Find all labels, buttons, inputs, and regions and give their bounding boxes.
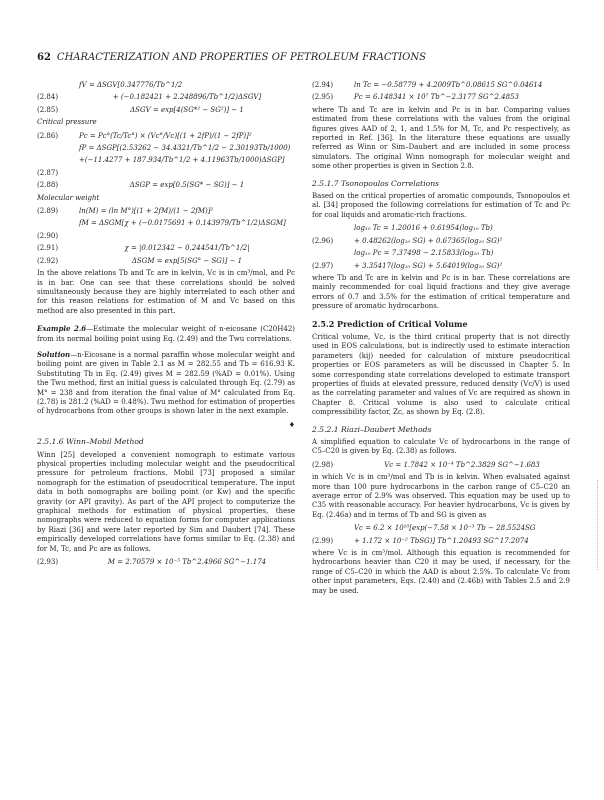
section-heading-2-5-2: 2.5.2 Prediction of Critical Volume	[312, 318, 468, 329]
section-heading-2-5-2-1: 2.5.2.1 Riazi–Daubert Methods	[312, 424, 432, 434]
paragraph-tsonopoulos: Based on the critical properties of aromatic compounds, Tsonopoulos et al. [34] proposed the following correlations for estimation of Tc and Pc for coal liquids and aromatic-rich fractions.	[312, 192, 570, 219]
equation-fp-line1	[37, 144, 295, 153]
equation-2-95	[312, 93, 570, 102]
paragraph-critical-volume: Critical volume, Vc, is the third critical property that is not directly used in EOS calculations, but is indirectly used to estimate interaction parameters (kij) needed for calculation of mixture pseudocritical properties or EOS parameters as will be discussed in Chapter 5. In some corresponding state correlations developed to estimate transport properties of fluids at elevated pressure, reduced density (Vc/V) is used as the correlating parameter and values of Vc are required as shown in Chapter 8. Critical volume is also used to calculate critical compressibility factor, Zc, as shown by Eq. (2.8).	[312, 332, 570, 417]
equation-body: log₁₀ Tc = 1.20016 + 0.61954(log₁₀ Tb)	[354, 224, 493, 233]
equation-number: (2.96)	[312, 236, 334, 245]
equation-number: (2.91)	[37, 244, 59, 253]
section-heading-2-5-1-7: 2.5.1.7 Tsonopoulos Correlations	[312, 178, 439, 188]
equation-2-99-line2	[312, 537, 570, 546]
equation-2-91	[37, 244, 295, 253]
paragraph-eq-2-98: in which Vc is in cm³/mol and Tb is in kelvin. When evaluated against more than 100 pure hydrocarbons in the carbon range of C5–C20 an average error of 2.9% was observed. This equation may be used up to C35 with reasonable accuracy. For heavier hydrocarbons, Vc is given by Eq. (2.46a) and in terms of Tb and SG is given as	[312, 473, 570, 519]
paragraph-winn-end: where Tb and Tc are in kelvin and Pc is in bar. Comparing values estimated from these correlations with the values from the original figures gives AAD of 2, 1, and 1.5% for M, Tc, and Pc respectively, as reported in Ref. [36]. In the literature these equations are usually referred as Winn or Sim–Daubert and are included in some process simulators. The original Winn nomograph for molecular weight and some other properties is given in Section 2.8.	[312, 105, 570, 171]
equation-fv	[37, 81, 295, 90]
equation-2-87-number	[37, 169, 295, 178]
equation-number: (2.84)	[37, 93, 59, 102]
equation-2-94	[312, 81, 570, 90]
equation-2-86	[37, 132, 295, 141]
equation-body: fV = ΔSGV[0.347776/Tb^1/2	[79, 81, 183, 89]
equation-body: fP = ΔSGP[(2.53262 − 34.4321/Tb^1/2 − 2.30193Tb/1000)	[79, 144, 291, 153]
paragraph-riazi-daubert: A simplified equation to calculate Vc of hydrocarbons in the range of C5–C20 is given by Eq. (2.38) as follows.	[312, 438, 570, 456]
equation-body: Vc = 6.2 × 10¹⁰[exp(−7.58 × 10⁻³ Tb − 28.5524SG	[354, 524, 536, 533]
equation-2-89	[37, 207, 295, 216]
equation-body: χ = |0.012342 − 0.244541/Tb^1/2|	[124, 244, 250, 253]
example-label: Example 2.6	[37, 324, 87, 334]
page-number: 62	[37, 52, 51, 63]
equation-body: ln Tc = −0.58779 + 4.2009Tb^0.08615 SG^0.04614	[354, 81, 543, 89]
equation-2-84	[37, 93, 295, 102]
equation-body: + (−0.182421 + 2.248896/Tb^1/2)ΔSGV]	[112, 93, 262, 102]
equation-2-96-line1	[312, 224, 570, 233]
equation-body: ln(M) = (ln M°)[(1 + 2fM)/(1 − 2fM)]²	[79, 207, 214, 216]
running-header	[37, 52, 426, 63]
equation-2-88	[37, 181, 295, 190]
equation-number: (2.85)	[37, 105, 59, 114]
solution-label: Solution	[37, 349, 71, 359]
equation-fp-line2	[37, 156, 295, 165]
equation-2-99-line1	[312, 524, 570, 533]
equation-number: (2.90)	[37, 231, 59, 240]
equation-body: Pc = 6.148341 × 10⁷ Tb^−2.3177 SG^2.4853	[354, 93, 519, 102]
solution-text: —n-Eicosane is a normal paraffin whose molecular weight and boiling point are given in Table 2.1 as M = 282.55 and Tb = 616.93 K. Substituting Tb in Eq. (2.49) gives M = 282.59 (%AD = 0.01%). Using the Twu method, first an initial guess is calculated through Eq. (2.79) as M° = 238 and from iteration the final value of M° calculated from Eq. (2.78) is 281.2 (%AD = 0.48%). Twu method for estimation of properties of hydrocarbons from other groups is shown later in the next example.	[37, 350, 295, 416]
equation-number: (2.98)	[312, 460, 334, 469]
example-text: —Estimate the molecular weight of n-eicosane (C20H42) from its normal boiling point using Eq. (2.49) and the Twu correlations.	[37, 325, 295, 343]
equation-number: (2.99)	[312, 536, 334, 545]
section-heading-2-5-1-6: 2.5.1.6 Winn–Mobil Method	[37, 437, 144, 447]
equation-number: (2.95)	[312, 93, 334, 102]
equation-fm	[37, 219, 295, 228]
right-column	[312, 78, 570, 600]
equation-number: (2.94)	[312, 81, 334, 89]
paragraph-eq-2-99: where Vc is in cm³/mol. Although this equation is recommended for hydrocarbons heavier than C20 it may be used, if necessary, for the range of C5–C20 in which the AAD is about 2.5%. To calculate Vc from other input parameters, Eqs. (2.40) and (2.46b) with Tables 2.5 and 2.9 may be used.	[312, 549, 570, 595]
equation-body: Pc = Pc°(Tc/Tc°) × (Vc°/Vc)[(1 + 2fP)/(1 − 2fP)]²	[79, 131, 252, 140]
margin-dotted-line	[595, 480, 598, 570]
equation-body: ΔSGP = exp[0.5(SG* − SG)] − 1	[129, 181, 245, 190]
equation-body: ΔSGM = exp[5(SG° − SG)] − 1	[131, 256, 243, 265]
equation-body: + 3.35417(log₁₀ SG) + 5.64019(log₁₀ SG)²	[354, 261, 503, 270]
equation-body: fM = ΔSGM[χ + (−0.0175691 + 0.143979/Tb^1/2)ΔSGM]	[79, 219, 286, 228]
solution-2-6	[37, 350, 295, 417]
equation-2-90-number	[37, 232, 295, 241]
equation-number: (2.88)	[37, 181, 59, 190]
equation-number: (2.92)	[37, 256, 59, 265]
end-of-example-mark: ♦	[288, 420, 295, 429]
equation-body: Vc = 1.7842 × 10⁻⁴ Tb^2.3829 SG^−1.683	[384, 460, 540, 469]
equation-body: +(−11.4277 + 187.934/Tb^1/2 + 4.11963Tb/1000)ΔSGP]	[79, 156, 285, 165]
equation-number: (2.86)	[37, 131, 59, 140]
equation-2-92	[37, 257, 295, 266]
left-column	[37, 78, 295, 570]
equation-number: (2.87)	[37, 168, 59, 177]
equation-body: log₁₀ Pc = 7.37498 − 2.15833(log₁₀ Tb)	[354, 249, 494, 258]
equation-number: (2.93)	[37, 558, 59, 567]
equation-2-93	[37, 558, 295, 567]
label-molecular-weight: Molecular weight	[37, 193, 100, 202]
equation-2-97-line2	[312, 262, 570, 271]
equation-body: ΔSGV = exp[4(SG*² − SG²)] − 1	[130, 105, 244, 114]
equation-2-85	[37, 106, 295, 115]
equation-2-96-line2	[312, 237, 570, 246]
example-2-6	[37, 324, 295, 344]
paragraph-units: In the above relations Tb and Tc are in kelvin, Vc is in cm³/mol, and Pc is in bar. One can see that these correlations should be solved simultaneously because they are highly interrelated to each other and for this reason relations for estimation of M and Vc based on this method are also presented in this part.	[37, 269, 295, 315]
equation-number: (2.97)	[312, 261, 334, 270]
running-title: CHARACTERIZATION AND PROPERTIES OF PETROLEUM FRACTIONS	[56, 52, 426, 63]
paragraph-tsonopoulos-end: where Tb and Tc are in kelvin and Pc is in bar. These correlations are mainly recommended for coal liquid fractions and they give average errors of 0.7 and 3.5% for the estimation of critical temperature and pressure of aromatic hydrocarbons.	[312, 273, 570, 311]
equation-body: + 1.172 × 10⁻² TbSG)] Tb^1.20493 SG^17.2074	[354, 536, 529, 545]
equation-body: + 0.48262(log₁₀ SG) + 0.67365(log₁₀ SG)²	[354, 236, 503, 245]
equation-2-97-line1	[312, 249, 570, 258]
equation-body: M = 2.70579 × 10⁻⁵ Tb^2.4966 SG^−1.174	[107, 558, 267, 567]
equation-2-98	[312, 461, 570, 470]
equation-number: (2.89)	[37, 207, 59, 216]
paragraph-winn: Winn [25] developed a convenient nomograph to estimate various physical properties including molecular weight and the pseudocritical pressure for petroleum fractions. Mobil [73] proposed a similar nomograph for the estimation of pseudocritical temperature. The input data in both nomographs are boiling point (or Kw) and the specific gravity (or API gravity). As part of the API project to computerize the graphical methods for estimation of physical properties, these nomographs were reduced to equation forms for computer applications by Riazi [36] and were later reported by Sim and Daubert [74]. These empirically developed correlations have forms similar to Eq. (2.38) and for M, Tc, and Pc are as follows.	[37, 450, 295, 553]
label-critical-pressure: Critical pressure	[37, 118, 97, 127]
